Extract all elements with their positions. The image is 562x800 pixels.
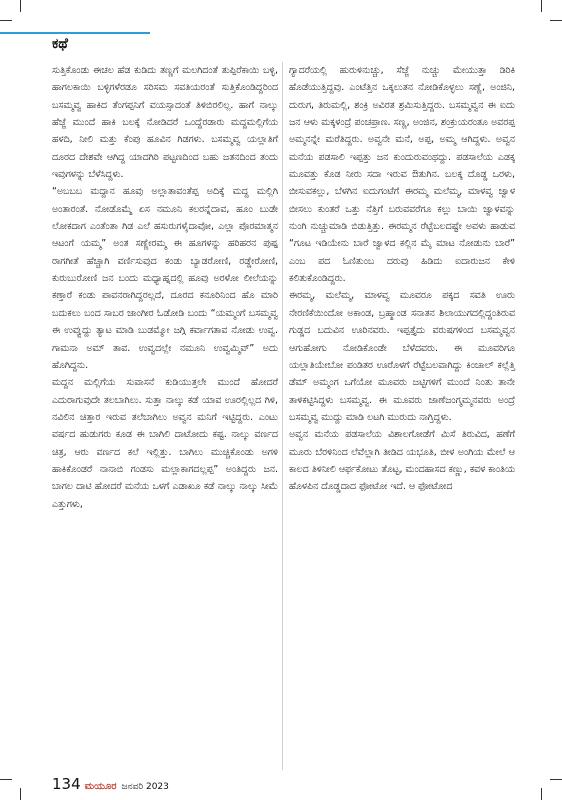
crop-mark-tr-v xyxy=(541,0,542,12)
page-number: 134 xyxy=(52,775,81,793)
right-paragraph-2: ಈರಮ್ಮ, ಮಲೆಮ್ಮ, ಮಾಳವ್ವ ಮೂವರೂ ಪಕ್ಕದ ಸವತಿ ಊರು ನೇರಣಿಕೆಯಿಂದೋ ಅಕಾಂಡ, ಬ್ರಹ್ಮಾಂಡ ಸನಾತನ ಶಿಲಾಯುಗದಲ್ಲಿದ್ದಂತಿರುವ ಗುಡ್ಡದ ಬದುವಿನ ಊರಿನವರು. ಇಪ್ಪತ್ತೈದು ವರುಷಗಳಿಂದ ಬಸಮ್ಮವ್ವನ ಆಗುಹೋಗು ನೋಡಿಕೊಂಡೇ ಬೆಳೆದವರು. ಈ ಮೂವರಿಗೂ ಯಲ್ಲಾತಿಯೇಬೋ ಪಂಡಿತರ ಊರೊಳಗೆ ರೆಟ್ಟೆಬಲವಾಗಿದ್ದು ಕಿಂಚಾಲ್ ಕಲ್ಲೆತ್ತಿ ಡೆಮ್ ಅಮ್ಮಂಗ ಒಗೆಯೋ ಮೂವರು ಜಟ್ಟಿಗಳಿಗೆ ಮುಂದೆ ನಿಂತು ತಾನೇ ತಾಳಿಕಟ್ಟಿಸಿದ್ದಳು ಬಸಮ್ಮವ್ವ. ಈ ಮೂವರು ಜಾಣೆಜಂಗ್ಮಮ್ಮನವರು ಅಂದ್ರೆ ಬಸಮ್ಮವ್ವ ಮುದ್ದು ಮಾಡಿ ಲಟಗಿ ಮುರುದು ನಾಗ್ತಿದ್ದಳು. xyxy=(289,290,515,423)
crop-mark-tr-h xyxy=(550,20,562,21)
right-column xyxy=(289,62,515,496)
crop-mark-bl-v xyxy=(20,788,21,800)
header-accent-rule xyxy=(0,32,150,34)
crop-mark-tl-v xyxy=(20,0,21,12)
left-paragraph-1: ಸುತ್ತಿಕೊಂಡು ಈಚಲ ಹೆಡ ಕುಡಿದು ತಣ್ಣಗೆ ಮಲಗಿದಂತೆ ತುಪ್ಪಿರೆಕಾಯಿ ಬಳ್ಳಿ, ಹಾಗಲಕಾಯಿ ಬಳ್ಳಿಗಳೆರಡೂ ಸರಿಸಮ ಸವತಿಯರಂತೆ ಸುತ್ತಿಕೊಂಡಿದ್ದರಿಂದ ಬಸಮ್ಮವ್ವ ಹಾಕಿದ ತೆಂಗಪ್ಪನಿಗೆ ವಯಸ್ಸಾದಂತೆ ತಿಳಿಬಿರಲಿಲ್ಲ. ಹಾಗೆ ನಾಲ್ಕು ಹೆಜ್ಜೆ ಮುಂದೆ ಹಾಕಿ ಬಲಕ್ಕೆ ನೋಡಿದರೆ ಒಂದ್ದೆರಡಾರು ಮದ್ದಮಲ್ಲಿಗೆಯ ಹಳದಿ, ನೀಲಿ ಮತ್ತು ಕೆಂಪು ಹೂವಿನ ಗಿಡಗಳು. ಬಸಮ್ಮವ್ವ ಯಲ್ಲಾತಿಗೆ ದೂರದ ದೇಶವೇ ಆಗಿದ್ದ ಯಾದಗಿರಿ ಪಟ್ಟಣದಿಂದ ಬಹು ಜತನದಿಂದ ತಂದು ಇವುಗಳನ್ನು ಬೆಳೆಸಿದ್ದಳು. xyxy=(52,65,278,181)
crop-mark-br-v xyxy=(541,788,542,800)
magazine-logo: ಮಯೂರ xyxy=(84,781,117,792)
section-title: ಕಥೆ xyxy=(52,36,68,52)
right-paragraph-1: ಗ್ಯಾದರೆಯಲ್ಲಿ ಹುರುಳಿನುಚ್ಚು, ಸೆಜ್ಜೆ ನುಚ್ಚು ಮೇಯುತ್ತಾ ಡಿರಿಕಿ ಹೊಡೆಯುತ್ತಿದ್ದವು. ಎಂಟೆತ್ತಿನ ಒಕ್ಕಲುತನ ನೋಡಿಕೊಳ್ಳಲು ಸಣ್ಣೆ, ಅಂಜಿನಿ, ದುರುಗ, ತಿರುಮಲ್ಲಿ, ಶಂಕ್ರಿ ಅವಿರತ ಶ್ರಮಿಸುತ್ತಿದ್ದರು. ಬಸಮ್ಮವ್ವನ ಈ ಐದು ಜನ ಆಳು ಮಕ್ಕಳಂದ್ರೆ ಪಂಚಪ್ರಾಣ. ಸಣ್ಣ, ಅಂಜಿನ, ಶಂಕ್ರುಯರಂತೂ ಅವರಪ್ಪ ಅಮ್ಮನನ್ನೇ ಮರೆತಿದ್ದರು. ಅವ್ವನೇ ಮನೆ, ಅಪ್ಪ, ಅಮ್ಮ ಆಗಿದ್ದಳು. ಅವ್ವನ ಮನೆಯ ಪಡಸಾಲಿ ಇಪ್ಪತ್ತು ಜನ ಕುಂದುರುವಂಥದ್ದು. ಪಡಸಾಲೆಯ ಎಡಕ್ಕ ಮೂವತ್ತು ಕೊಡ ನೀರು ಸದಾ ಇರುವ ಔತುಗಿನ. ಬಲಕ್ಕ ದೊಡ್ಡ ಒರಳು, ಬೀಸುವಕಲ್ಲು, ಬೆಳಗಿನ ಐದುಗಂಟೆಗೆ ಈರಮ್ಮ ಮಲೆಮ್ಮ, ಮಾಳವ್ವ ಜ್ವಾಳ ಬೀಸಲು ಕುಂತರೆ ಒತ್ತು ನೆತ್ತಿಗೆ ಬರುವವರೆಗೂ ಕಲ್ಲು ಬಾಯಿ ಜ್ವಾಳವನ್ನು ನುಂಗಿ ನುಚ್ಚುಮಾಡಿ ಬಿಡುತ್ತಿತ್ತು. ಈರಮ್ಮನ ರೆಟ್ಟೆಬಲದಷ್ಟೇ ಅವಳು ಹಾಡುವ “ಗೂಟ ಇಡಿಯೇನು ಬಾರೆ ಜ್ವಾಳದ ಕಲ್ಲಿನ ಮೈ ಮಾಟ ನೋಡುನು ಬಾರೆ” ಎಂಬ ಪದ ಓಣಿತುಂಬ ದರುವು ಹಿಡಿದು ಐದಾರುಜನ ಕೇಳಿ ಕಲಿತುಕೊಂಡಿದ್ದರು. xyxy=(289,65,515,285)
left-paragraph-3: ಮದ್ದನ ಮಲ್ಲಿಗೆಯ ಸುವಾಸನೆ ಕುಡಿಯುತ್ತಲೇ ಮುಂದೆ ಹೋದರೆ ಎದುರಾಗುವುದೇ ತಲಬಾಗಿಲು. ಸುತ್ತಾ ನಾಲ್ಕು ಕಡೆ ಯಾವ ಊರಲ್ಲಿಲ್ಲದ ಗಿಳಿ, ನವಿಲಿನ ಚಿತ್ತಾರ ಇರುವ ತಲೆಬಾಗಿಲು ಅವ್ವನ ಮನಿಗೆ ಇಟ್ಟಿದ್ದರು. ಎಂಟು ವರ್ಷದ ಹುಡುಗರು ಕೂಡ ಈ ಬಾಗಿಲಿ ದಾಟೋದು ಕಷ್ಟ. ನಾಲ್ಕು ವರ್ಣದ ಚಿತ್ರ, ಆರು ವರ್ಣದ ಕಲೆ ಇಲ್ಲಿತ್ತು. ಬಾಗಿಲು ಮುಚ್ಚಿಕೊಂಡು ಅಗಳಿ ಹಾಕಿಕೊಂಡರೆ ನಾನಾಬಿ ಗಂಡಸು ಮಲ್ಲಾಕಾಗದಲ್ಲಪ್ಪ” ಅಂತಿದ್ದರು ಜನ. ಬಾಗಲ ದಾಟಿ ಹೋದರೆ ಮನೆಯ ಒಳಗೆ ಎಡಾಖೂ ಕಡೆ ನಾಲ್ಕು ನಾಲ್ಕು ಸೀಮೆ ಎತ್ತುಗಳು, xyxy=(52,377,278,510)
left-paragraph-2: “ಅಬಬಬ ಮದ್ದಾನ ಹೂವು ಅಲ್ಲಾತಾವಂತೆಪ್ಪ ಅದಿಕ್ಕೆ ಮದ್ದ ಮಲ್ಲಿಗಿ ಅಂತಾರಂತೆ. ನೋಡೊಮ್ಮೆ ಏಸ ನಮೂನಿ ಕಲರನ್ನೆದಾವ, ಹೂಂ ಬುಡೇ ಲೋಕದಾಗ ಎಂತೆಂತಾ ಗಿಡ ಎಲೆ ಹಸುರುಗಳೈದಾವೋ, ಎಲ್ಲಾ ಪೊರಮಾತ್ಮನ ಆಟಂಗೆ ಯಮ್ಮ” ಅಂತ ಸಣ್ಣೇರಮ್ಮ ಈ ಹೂಗಳನ್ನು ಹರಿಹರನ ಪುಷ್ಪ ರಾಗಗೀತೆ ಹೆಚ್ಚಾಗಿ ವರ್ಣಿಸುವುದ ಕಂಡು ಬ್ಯಾಡರೋಣಿ, ರಡ್ಡೇರೋಣಿ, ಕುರುಬುರೋಣಿ ಜನ ಬಂದು ಮಧ್ಯಾಹ್ನದಲ್ಲಿ ಹೂವು ಅರಳೋ ಲೀಲೆಯನ್ನು ಕಣ್ತಾರೆ ಕಂಡು ಪಾವನರಾಗಿದ್ದರಲ್ಲದೆ, ದೂರದ ಕನೂರಿನಿಂದ ಹೊ ಮಾರಿ ಬದುಕಲು ಬಂದ ಸಾಬರ ಜಾಂಗೀರ ಓಡೋಡಿ ಬಂದು “ಯಮ್ಮಂಗೆ ಬಸಮ್ಮವ್ವ ಈ ಉವ್ವುದ್ದು ತ್ಯಾಟ ಮಾಡಿ ಬುಡಮ್ಮೋ ಜಗ್ಗಿ ಕರ್ವಾಗತಾವ ನೋಡು ಉವ್ವ. ಗಾಮನಾ ಅಮ್ ತಾವ. ಉವ್ವದಲ್ಲೇ ನಮೂನಿ ಉವ್ವಮ್ಮಿವ್” ಅದು ಹೊಗಿದ್ದನು. xyxy=(52,186,278,371)
issue-date: ಜನವರಿ 2023 xyxy=(121,782,169,792)
column-divider xyxy=(282,62,283,770)
left-column xyxy=(52,62,278,513)
crop-mark-bl-h xyxy=(0,779,12,780)
page-footer xyxy=(52,775,169,793)
crop-mark-tl-h xyxy=(0,20,12,21)
right-paragraph-3: ಅವ್ವನ ಮನೆಯ ಪಡಸಾಲೆಯ ವಿಶಾಲಗೋಡೆಗೆ ಮಿಸೆ ತಿರುವಿದ, ಹಣೆಗೆ ಮೂರು ಬೆರಳಿನಿಂದ ಲೆವೆಲ್ಲಾಗಿ ತೀಡಿದ ಯಭೂತಿ, ಬೀಳ ಅಂಗಿಯ ಮೇಲೆ ಆ ಕಾಲದ ತಿಳಿನೀಲಿ ಆರ್ಫಕೋಟು ತೊಟ್ಟ, ಮಂದಹಾಸದ ಕಣ್ಣು, ಕವಳ ಕಾಂತಿಯ ಹೊಳಪಿನ ದೊಡ್ಡದಾದ ಫೋಟೋ ಇದೆ. ಆ ಫೋಟೋದ xyxy=(289,429,515,493)
crop-mark-br-h xyxy=(550,779,562,780)
